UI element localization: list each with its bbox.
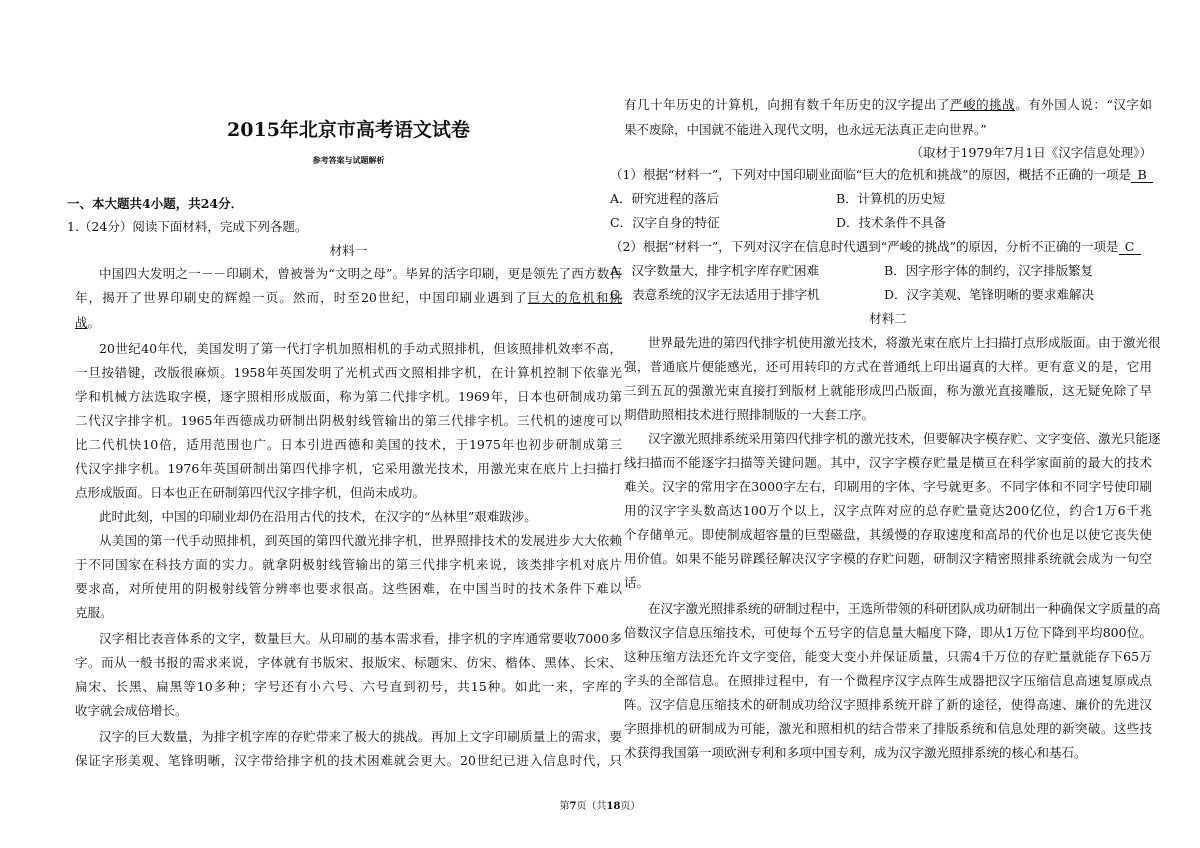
q1-option-d: D．技术条件不具备 — [836, 215, 947, 230]
q2-option-d: D．汉字美观、笔锋明晰的要求难解决 — [884, 287, 1095, 302]
p2-line5: 比二代机快10倍，适用范围也广。日本引进西德和美国的技术，于1975年也初步研制成第三 — [75, 437, 622, 452]
m2p1-line1: 世界最先进的第四代排字机使用激光技术，将激光束在底片上扫描打点形成版面。由于激光很 — [648, 335, 1161, 350]
underlined-phrase: 战 — [75, 315, 88, 330]
m2p3-line6: 字照排机的研制成为可能，激光和照相机的结合带来了排版系统和信息处理的新突破。这些技 — [624, 721, 1152, 736]
p2-line3: 学和机械方法选取字模，逐字照相形成版面，称为第二代排字机。1969年，日本也研制成功第 — [75, 389, 622, 404]
m2p2-line7: 话。 — [624, 575, 650, 590]
q1-stem-text: （1）根据“材料一”，下列对中国印刷业面临“巨大的危机和挑战”的原因，概括不正确的一项是 — [610, 167, 1132, 182]
cont-line1 — [624, 96, 1152, 114]
m2p3-line3: 这种压缩方法还允许文字变倍，能变大变小并保证质量，只需4千万位的存贮量就能存下65万 — [624, 649, 1152, 664]
q1-option-b: B．计算机的历史短 — [836, 191, 946, 206]
m2p2-line4: 用的汉字字头数高达100万个以上，汉字点阵对应的总存贮量竟达200亿位，约合1万6千兆 — [624, 503, 1152, 518]
q1-answer: B — [1131, 168, 1153, 183]
m2p2-line3: 难关。汉字的常用字在3000字左右，印刷用的字体、字号就更多。不同字体和不同字号使印刷 — [624, 479, 1152, 494]
q2-option-c: C．表意系统的汉字无法适用于排字机 — [610, 287, 820, 302]
p5-line1: 汉字相比表音体系的文字，数量巨大。从印刷的基本需求看，排字机的字库通常要收7000多 — [99, 631, 622, 646]
q2-stem — [610, 238, 1152, 256]
footer-suffix: 页） — [620, 801, 641, 812]
m2p3-line5: 阵。汉字信息压缩技术的研制成功给汉字照排系统开辟了新的途径，使得高速、廉价的先进汉 — [624, 697, 1152, 712]
m2p3-line4: 字头的全部信息。在照排过程中，有一个微程序汉字点阵生成器把汉字压缩信息高速复原成点 — [624, 673, 1152, 688]
underlined-phrase: 严峻的挑战 — [949, 97, 1016, 112]
cont-line1-text: 有几十年历史的计算机，向拥有数千年历史的汉字提出了 — [624, 97, 950, 112]
page-total: 18 — [606, 801, 621, 812]
p3-line1: 此时此刻，中国的印刷业却仍在沿用古代的技术，在汉字的“丛林里”艰难跋涉。 — [99, 509, 537, 524]
question-intro: 1.（24分）阅读下面材料，完成下列各题。 — [67, 219, 308, 234]
p2-line4: 二代汉字排字机。1965年西德成功研制出阴极射线管输出的第三代排字机。三代机的速度可以 — [75, 413, 622, 428]
p4-line1: 从美国的第一代手动照排机，到英国的第四代激光排字机，世界照排技术的发展进步大大依赖 — [99, 533, 622, 548]
p6-line2: 保证字形美观、笔锋明晰，汉字带给排字机的技术困难就会更大。20世纪已进入信息时代，只 — [75, 753, 622, 768]
p5-line2: 字。而从一般书报的需求来说，字体就有书版宋、报版宋、标题宋、仿宋、楷体、黑体、长宋、 — [75, 655, 622, 670]
p5-line3: 扁宋、长黑、扁黑等10多种；字号还有小六号、六号直到初号，共15种。如此一来，字库的 — [75, 679, 622, 694]
m2p1-line3: 三到五瓦的强激光束直接打到版材上就能形成凹凸版面，称为激光直接雕版，这无疑免除了早 — [624, 383, 1152, 398]
m2p2-line6: 用价值。如果不能另辟蹊径解决汉字字模的存贮问题，研制汉字精密照排系统就会成为一句空 — [624, 551, 1152, 566]
q1-option-c: C．汉字自身的特征 — [610, 215, 720, 230]
q1-option-a: A．研究进程的落后 — [610, 191, 720, 206]
p4-line2: 于不同国家在科技方面的实力。就拿阴极射线管输出的第三代排字机来说，该类排字机对底片 — [75, 557, 622, 572]
m2p3-line1: 在汉字激光照排系统的研制过程中，王选所带领的科研团队成功研制出一种确保文字质量的高 — [648, 601, 1161, 616]
page-number: 7 — [569, 801, 577, 812]
p4-line3: 要求高，对所使用的阴极射线管分辨率也要求很高。这些困难，在中国当时的技术条件下难以 — [75, 581, 622, 596]
source-citation: （取材于1979年7月1日《汉字信息处理》） — [910, 145, 1152, 160]
p2-line1: 20世纪40年代，美国发明了第一代打字机加照相机的手动式照排机，但该照排机效率不高， — [99, 341, 622, 356]
p1-line2-text: 年，揭开了世界印刷史的辉煌一页。然而，时至20世纪，中国印刷业遇到了 — [75, 290, 528, 305]
page-subtitle: 参考答案与试题解析 — [312, 155, 385, 165]
q2-stem-text: （2）根据“材料一”，下列对汉字在信息时代遇到“严峻的挑战”的原因，分析不正确的一项是 — [610, 239, 1119, 254]
m2p2-line2: 线扫描而不能逐字扫描等关键问题。其中，汉字字模存贮量是横亘在科学家面前的最大的技术 — [624, 455, 1152, 470]
p5-line4: 收字就会成倍增长。 — [75, 703, 188, 718]
m2p3-line7: 术获得我国第一项欧洲专利和多项中国专利，成为汉字激光照排系统的核心和基石。 — [624, 745, 1087, 760]
cont-line1-tail: 。有外国人说：“汉字如 — [1015, 97, 1152, 112]
p2-line6: 代汉字排字机。1976年英国研制出第四代排字机，它采用激光技术，用激光束在底片上扫描打 — [75, 461, 622, 476]
page-footer — [0, 800, 1200, 814]
q2-answer: C — [1119, 240, 1141, 255]
footer-prefix: 第 — [559, 801, 570, 812]
p2-line2: 一旦按错键，改版很麻烦。1958年英国发明了光机式西文照相排字机，在计算机控制下依靠光 — [75, 365, 622, 380]
q2-option-a: A．汉字数量大，排字机字库存贮困难 — [610, 263, 820, 278]
p2-line7: 点形成版面。日本也正在研制第四代汉字排字机，但尚未成功。 — [75, 485, 426, 500]
p6-line1: 汉字的巨大数量，为排字机字库的存贮带来了极大的挑战。再加上文字印刷质量上的需求，要 — [99, 729, 622, 744]
m2p1-line2: 强，普通底片便能感光，还可用转印的方式在普通纸上印出逼真的大样。更有意义的是，它用 — [624, 359, 1152, 374]
p1-line3-text: 。 — [87, 315, 101, 330]
page-title: 2015年北京市高考语文试卷 — [227, 119, 470, 141]
p1-line3 — [75, 314, 100, 332]
footer-mid: 页（共 — [576, 801, 607, 812]
m2p2-line1: 汉字激光照排系统采用第四代排字机的激光技术，但要解决字模存贮、文字变倍、激光只能逐 — [648, 431, 1161, 446]
p1-line2 — [75, 289, 622, 307]
m2p2-line5: 个存储单元。即使制成超容量的巨型磁盘，其缓慢的存取速度和高昂的代价也足以使它丧失使 — [624, 527, 1152, 542]
p4-line4: 克服。 — [75, 605, 113, 620]
material2-heading: 材料二 — [869, 311, 907, 326]
section-heading: 一、本大题共4小题，共24分． — [67, 196, 244, 211]
q1-stem — [610, 166, 1152, 184]
m2p3-line2: 倍数汉字信息压缩技术，可使每个五号字的信息量大幅度下降，即从1万位下降到平均800位。 — [624, 625, 1152, 640]
underlined-phrase: 巨大的危机和挑 — [527, 290, 622, 305]
p1-line1: 中国四大发明之一－－印刷术，曾被誉为“文明之母”。毕昇的活字印刷，更是领先了西方数百 — [99, 266, 622, 281]
q2-option-b: B．因字形字体的制约，汉字排版繁复 — [884, 263, 1094, 278]
material1-heading: 材料一 — [329, 243, 368, 258]
cont-line2: 果不废除，中国就不能进入现代文明，也永远无法真正走向世界。” — [624, 122, 987, 137]
m2p1-line4: 期借助照相技术进行照排制版的一大套工序。 — [624, 407, 875, 422]
